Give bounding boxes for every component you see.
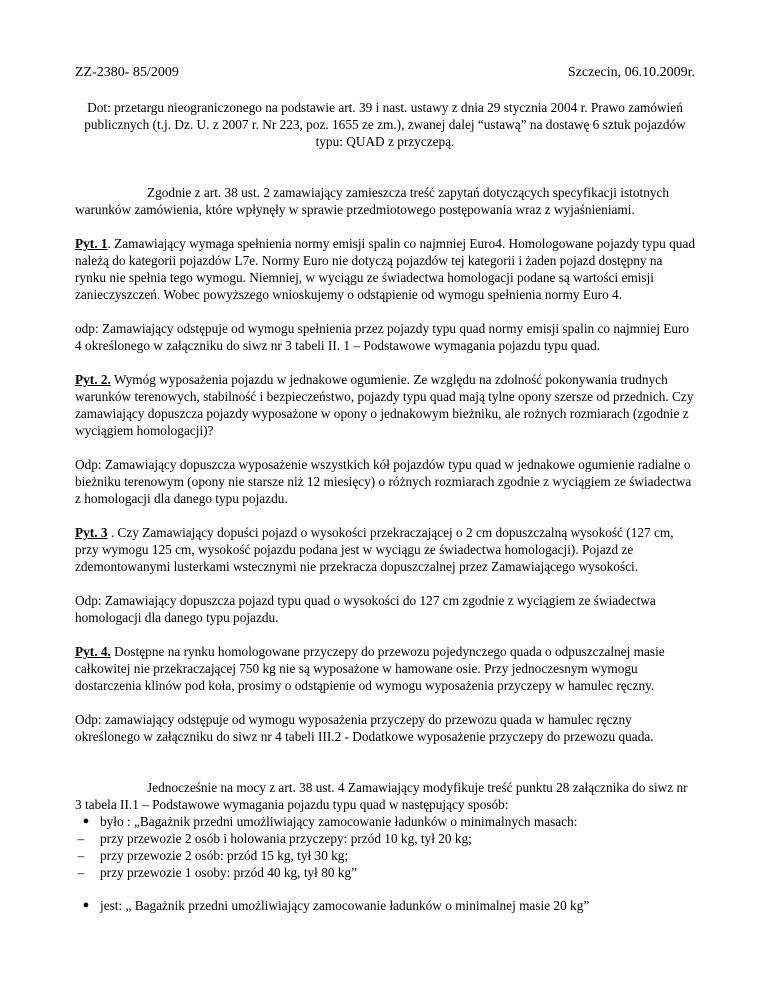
question-3-text: . Czy Zamawiający dopuści pojazd o wysokości przekraczającej o 2 cm dopuszczalną wysokość (127 cm, przy wymogu 125 cm, wysokość pojazdu podana jest w wyciągu ze świadectwa homologacji). Pojazd ze zdemontowanymi lusterkami wstecznymi nie przekracza dopuszczalnej przez Zamawiającego wysokości. [75,525,674,574]
document-header [75,64,695,81]
answer-2: Odp: Zamawiający dopuszcza wyposażenie wszystkich kół pojazdów typu quad w jednakowe ogumienie radialne o bieżniku terenowym (opony nie starsze niż 12 miesięcy) o różnych rozmiarach zgodnie z wyciągiem ze świadectwa z homologacji dla danego typu pojazdu. [75,457,692,506]
answer-4: Odp: zamawiający odstępuje od wymogu wyposażenia przyczepy do przewozu quada w hamulec ręczny określonego w załączniku do siwz nr 4 tabeli III.2 - Dodatkowe wyposażenie przyczepy do przewozu quada. [75,712,654,744]
was-item-3: przy przewozie 1 osoby: przód 40 kg, tył 80 kg” [100,865,358,880]
dash-icon: – [77,831,85,846]
was-item-1: przy przewozie 2 osób i holowania przyczepy: przód 10 kg, tył 20 kg; [100,831,472,846]
was-item-2: przy przewozie 2 osób: przód 15 kg, tył 30 kg; [100,848,349,863]
question-3 [75,524,695,575]
answer-3: Odp: Zamawiający dopuszcza pojazd typu quad o wysokości do 127 cm zgodnie z wyciągiem ze świadectwa homologacji dla danego typu pojazdu. [75,593,656,625]
modification-list [75,813,695,914]
question-1 [75,235,695,303]
list-item [75,897,695,914]
bullet-icon: ● [82,899,90,911]
question-4-text: Dostępne na rynku homologowane przyczepy do przewozu pojedynczego quada o odpuszczalnej masie całkowitej nie przekraczającej 750 kg nie są wyposażone w hamowane osie. Przy jednoczesnym wymogu dostarczenia klinów pod koła, prosimy o odstąpienie od wymogu wyposażenia przyczepy w hamulec ręczny. [75,644,665,693]
question-4-label: Pyt. 4. [75,644,111,659]
dash-icon: – [77,865,85,880]
modification-intro: Jednocześnie na mocy z art. 38 ust. 4 Zamawiający modyfikuje treść punktu 28 załącznika do siwz nr 3 tabela II.1 – Podstawowe wymagania pojazdu typu quad w następujący sposób: [75,780,688,812]
question-2-label: Pyt. 2. [75,372,111,387]
intro-paragraph: Zgodnie z art. 38 ust. 2 zamawiający zamieszcza treść zapytań dotyczących specyfikacji istotnych warunków zamówienia, które wpłynęły w sprawie przedmiotowego postępowania wraz z wyjaśnieniami. [75,185,670,217]
dash-icon: – [77,848,85,863]
list-item [75,830,695,847]
document-number: ZZ-2380- 85/2009 [75,65,179,80]
bullet-icon: ● [82,815,90,827]
document-page [75,64,695,914]
question-1-text: . Zamawiający wymaga spełnienia normy emisji spalin co najmniej Euro4. Homologowane pojazdy typu quad należą do kategorii pojazdów L7e. Normy Euro nie dotyczą pojazdów tej kategorii i żaden pojazd dostępny na rynku nie spełnia tego wymogu. Niemniej, w wyciągu ze świadectwa homologacji podane są wartości emisji zanieczyszczeń. Wobec powyższego wnioskujemy o odstąpienie od wymogu spełnienia normy Euro 4. [75,236,695,302]
is-text: jest: „ Bagażnik przedni umożliwiający zamocowanie ładunków o minimalnej masie 20 kg” [100,898,590,913]
list-item [75,813,695,830]
question-3-label: Pyt. 3 [75,525,108,540]
subject-line: Dot: przetargu nieograniczonego na podstawie art. 39 i nast. ustawy z dnia 29 stycznia 2004 r. Prawo zamówień publicznych (t.j. Dz. U. z 2007 r. Nr 223, poz. 1655 ze zm.), zwanej dalej “ustawą” na dostawę 6 sztuk pojazdów typu: QUAD z przyczepą. [84,100,686,149]
question-2 [75,371,695,439]
was-text: było : „Bagażnik przedni umożliwiający zamocowanie ładunków o minimalnych masach: [100,814,578,829]
list-item [75,847,695,864]
answer-1: odp: Zamawiający odstępuje od wymogu spełnienia przez pojazdy typu quad normy emisji spalin co najmniej Euro 4 określonego w załączniku do siwz nr 3 tabeli II. 1 – Podstawowe wymagania pojazdu typu quad. [75,321,690,353]
list-item [75,864,695,881]
question-1-label: Pyt. 1 [75,236,108,251]
place-and-date: Szczecin, 06.10.2009r. [567,65,695,80]
question-4 [75,643,695,694]
question-2-text: Wymóg wyposażenia pojazdu w jednakowe ogumienie. Ze względu na zdolność pokonywania trudnych warunków terenowych, stabilność i bezpieczeństwo, pojazdy typu quad mają tylne opony szersze od przednich. Czy zamawiający dopuszcza pojazdy wyposażone w opony o jednakowym bieżniku, ale rożnych rozmiarach (zgodnie z wyciągiem homologacji)? [75,372,694,438]
